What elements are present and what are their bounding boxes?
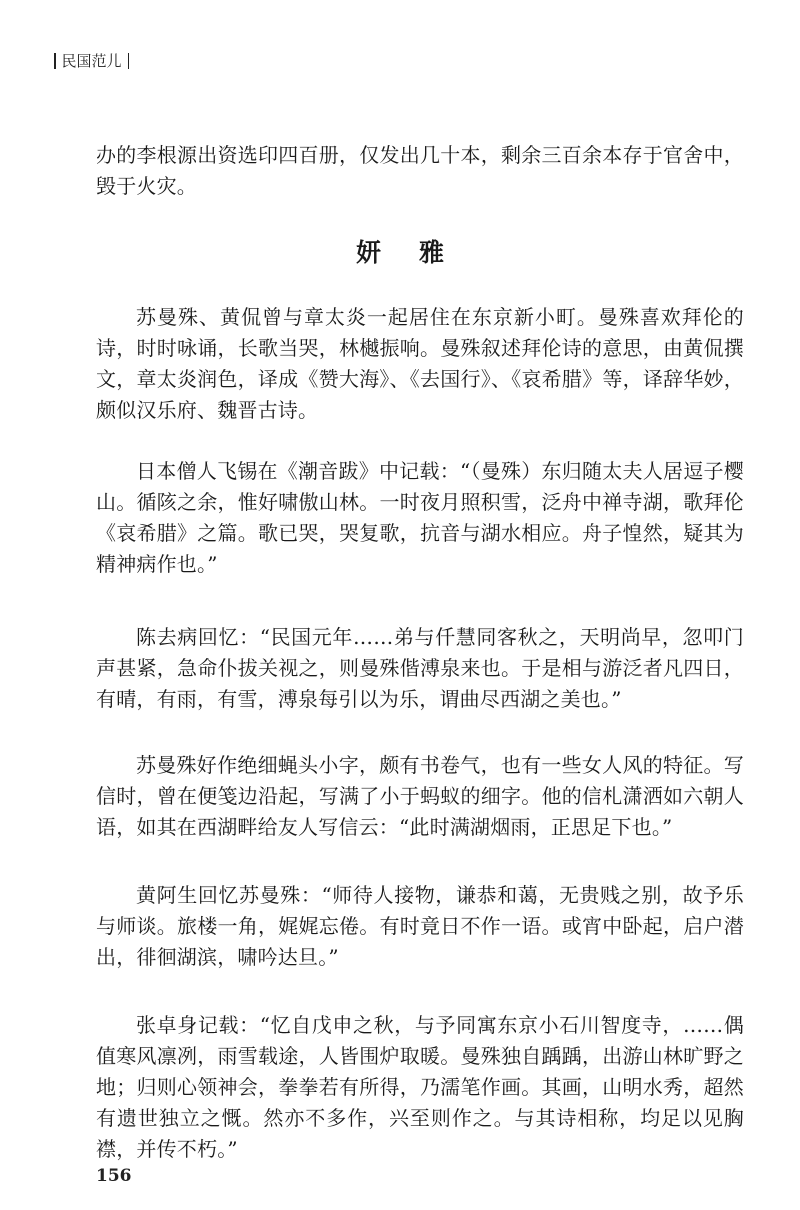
continuation-paragraph xyxy=(96,140,744,202)
paragraph-text: 苏曼殊、黄侃曾与章太炎一起居住在东京新小町。曼殊喜欢拜伦的诗，时时咏诵，长歌当哭，林樾振响。曼殊叙述拜伦诗的意思，由黄侃撰文，章太炎润色，译成《赞大海》、《去国行》、《哀希腊》等，译辞华妙，颇似汉乐府、魏晋古诗。 xyxy=(96,305,744,422)
paragraph-2 xyxy=(96,456,744,580)
header-section-label: 民国范儿 xyxy=(61,52,122,70)
paragraph-text: 陈去病回忆：“民国元年……弟与仟慧同客秋之，天明尚早，忽叩门声甚紧，急命仆拔关视之，则曼殊偕溥泉来也。于是相与游泛者凡四日，有晴，有雨，有雪，溥泉每引以为乐，谓曲尽西湖之美也。” xyxy=(96,625,744,711)
continuation-text: 办的李根源出资选印四百册，仅发出几十本，剩余三百余本存于官舍中，毁于火灾。 xyxy=(96,143,744,198)
paragraph-4 xyxy=(96,750,744,843)
running-header xyxy=(48,52,135,70)
paragraph-3 xyxy=(96,622,744,715)
paragraph-1 xyxy=(96,302,744,426)
paragraph-text: 张卓身记载：“忆自戊申之秋，与予同寓东京小石川智度寺，……偶值寒风凛冽，雨雪载途，人皆围炉取暖。曼殊独自踽踽，出游山林旷野之地；归则心领神会，拳拳若有所得，乃濡笔作画。其画，山明水秀，超然有遗世独立之慨。然亦不多作，兴至则作之。与其诗相称，均足以见胸襟，并传不朽。” xyxy=(96,1013,744,1161)
header-right-rule xyxy=(128,53,130,69)
page-number: 156 xyxy=(96,1166,132,1186)
section-title: 妍雅 xyxy=(355,238,482,267)
paragraph-text: 日本僧人飞锡在《潮音跋》中记载：“（曼殊）东归随太夫人居逗子樱山。循陔之余，惟好啸傲山林。一时夜月照积雪，泛舟中禅寺湖，歌拜伦《哀希腊》之篇。歌已哭，哭复歌，抗音与湖水相应。舟子惶然，疑其为精神病作也。” xyxy=(96,459,744,576)
paragraph-text: 苏曼殊好作绝细蝇头小字，颇有书卷气，也有一些女人风的特征。写信时，曾在便笺边沿起，写满了小于蚂蚁的细字。他的信札潇洒如六朝人语，如其在西湖畔给友人写信云：“此时满湖烟雨，正思足下也。” xyxy=(96,753,744,839)
paragraph-6 xyxy=(96,1010,744,1165)
paragraph-5 xyxy=(96,880,744,973)
paragraph-text: 黄阿生回忆苏曼殊：“师待人接物，谦恭和蔼，无贵贱之别，故予乐与师谈。旅楼一角，娓娓忘倦。有时竟日不作一语。或宵中卧起，启户潜出，徘徊湖滨，啸吟达旦。” xyxy=(96,883,744,969)
header-left-rule xyxy=(54,53,56,69)
